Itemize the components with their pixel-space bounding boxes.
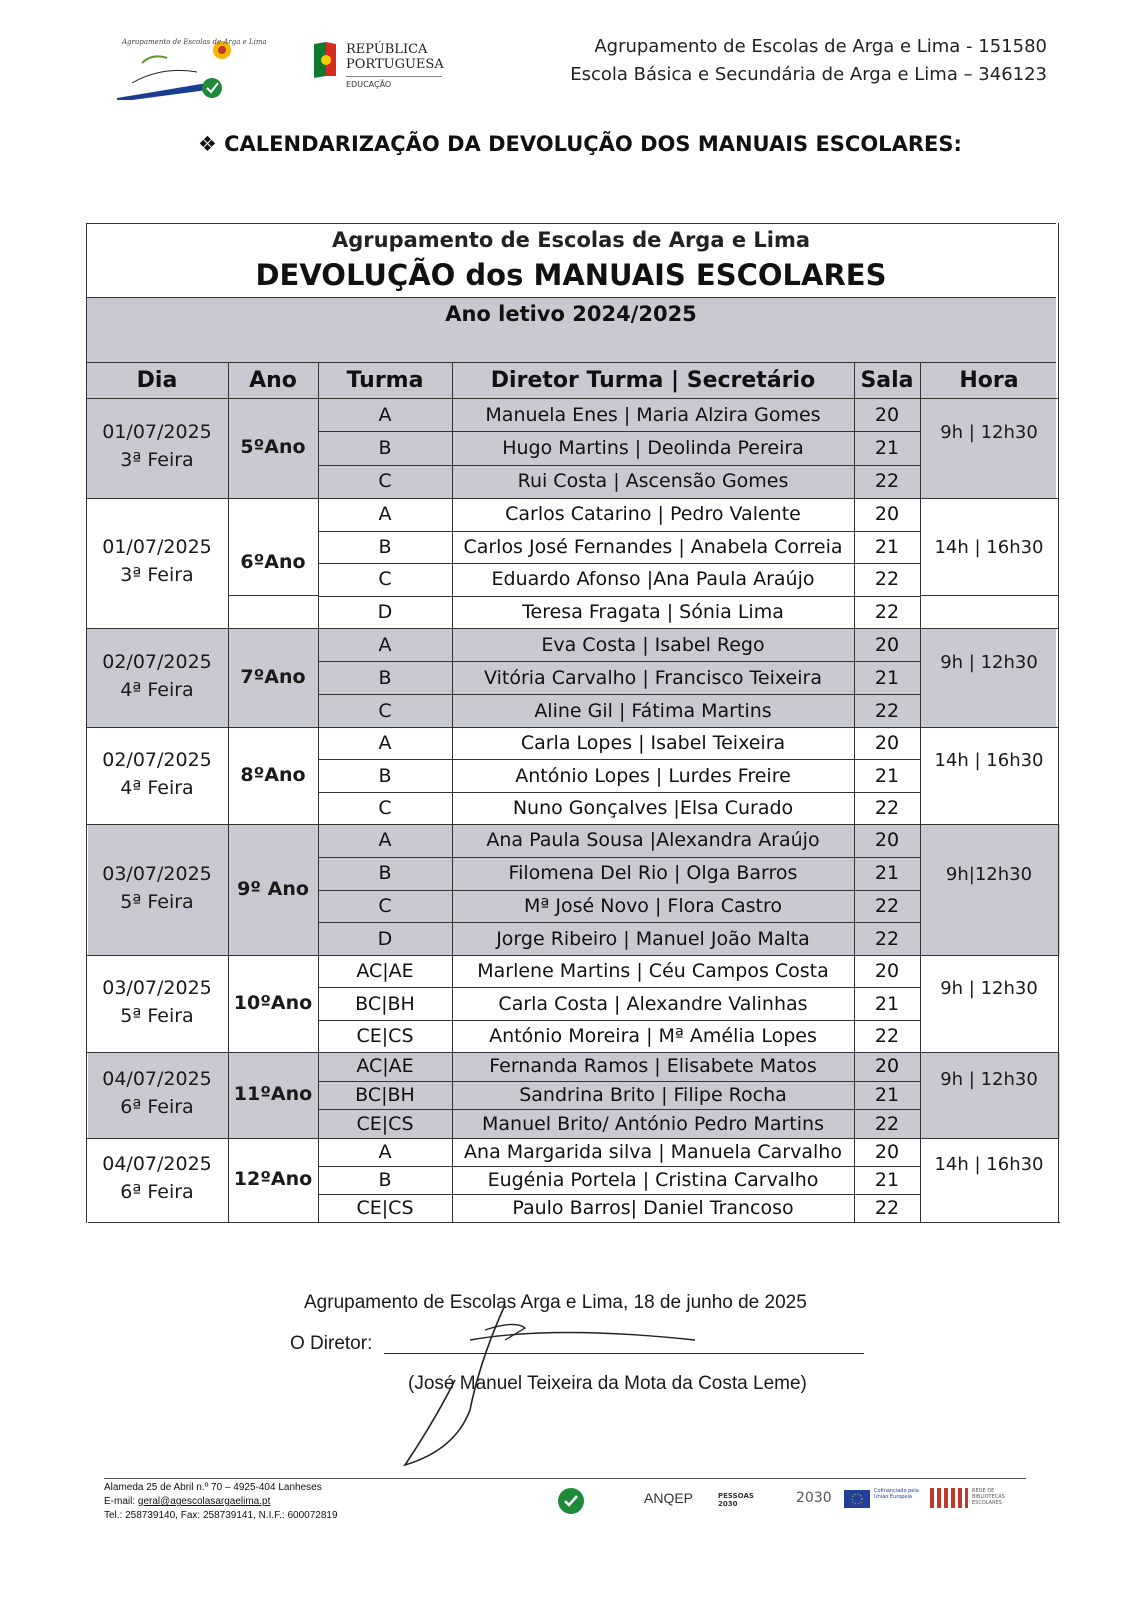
return-time: 9h | 12h30: [940, 651, 1038, 673]
col-header-dia: Dia: [136, 368, 178, 393]
class-turma: D: [377, 927, 393, 950]
class-turma: B: [378, 1169, 392, 1191]
class-room: 22: [874, 699, 900, 722]
column-divider: [920, 362, 921, 1222]
return-time: 14h | 16h30: [934, 749, 1044, 771]
row-divider: [318, 987, 920, 988]
row-divider: [318, 563, 920, 564]
group-divider: [86, 1138, 1058, 1139]
signature-name: (José Manuel Teixeira da Mota da Costa Leme): [408, 1373, 807, 1394]
footer-address: Alameda 25 de Abril n.º 70 – 4925-404 Lanheses: [104, 1482, 322, 1493]
eu-flag-icon: [844, 1490, 870, 1508]
day-date: 03/07/2025: [102, 862, 212, 885]
class-director-secretary: Aline Gil | Fátima Martins: [534, 699, 772, 722]
group-divider: [86, 398, 1058, 399]
class-room: 21: [874, 437, 900, 459]
school-year: 5ºAno: [240, 436, 306, 458]
column-divider: [854, 362, 855, 1222]
day-weekday: 6ª Feira: [120, 1096, 194, 1118]
class-room: 20: [874, 960, 900, 983]
return-time: 9h | 12h30: [940, 422, 1038, 443]
day-weekday: 3ª Feira: [120, 564, 194, 586]
footer-email: [104, 1496, 270, 1507]
class-turma: C: [378, 568, 392, 591]
rbe-mark-icon: [930, 1488, 968, 1508]
return-time: 9h|12h30: [945, 863, 1033, 885]
class-turma: C: [378, 894, 392, 917]
class-turma: CE|CS: [356, 1024, 414, 1047]
class-turma: B: [378, 535, 392, 558]
row-divider: [318, 759, 920, 760]
day-weekday: 4ª Feira: [120, 678, 194, 701]
day-weekday: 3ª Feira: [120, 449, 194, 471]
class-room: 22: [874, 1112, 900, 1135]
section-title: ❖ CALENDARIZAÇÃO DA DEVOLUÇÃO DOS MANUAIS ESCOLARES:: [198, 132, 962, 156]
class-room: 21: [874, 862, 900, 885]
return-time: 9h | 12h30: [940, 977, 1038, 999]
class-director-secretary: Sandrina Brito | Filipe Rocha: [519, 1084, 787, 1106]
class-director-secretary: Eugénia Portela | Cristina Carvalho: [487, 1169, 819, 1191]
row-divider: [318, 694, 920, 695]
class-turma: B: [378, 764, 392, 787]
class-director-secretary: Carla Lopes | Isabel Teixeira: [520, 732, 786, 755]
class-director-secretary: Carlos José Fernandes | Anabela Correia: [463, 535, 843, 558]
header-school-line2: Escola Básica e Secundária de Arga e Lima – 346123: [570, 64, 1047, 85]
class-turma: C: [378, 470, 392, 493]
class-director-secretary: Teresa Fragata | Sónia Lima: [522, 600, 784, 623]
class-director-secretary: Fernanda Ramos | Elisabete Matos: [489, 1055, 817, 1078]
row-divider: [318, 890, 920, 891]
logo-anqep: ANQEP: [644, 1490, 694, 1506]
signature-role: O Diretor:: [290, 1333, 373, 1354]
class-director-secretary: Eduardo Afonso |Ana Paula Araújo: [491, 568, 815, 591]
class-director-secretary: Marlene Martins | Céu Campos Costa: [477, 960, 829, 983]
header-school-line1: Agrupamento de Escolas de Arga e Lima - 151580: [594, 36, 1047, 57]
row-divider: [318, 1081, 920, 1082]
class-room: 22: [874, 894, 900, 917]
class-room: 21: [874, 992, 900, 1015]
day-weekday: 4ª Feira: [120, 776, 194, 799]
eqavet-seal-icon: [556, 1486, 586, 1516]
day-weekday: 5ª Feira: [120, 890, 194, 913]
col-header-hora: Hora: [959, 368, 1019, 393]
group-divider: [86, 955, 1058, 956]
class-room: 22: [874, 568, 900, 591]
group-divider: [86, 824, 1058, 825]
class-turma: A: [378, 1141, 392, 1163]
footer-email-label: E-mail:: [104, 1496, 138, 1507]
group-divider: [86, 727, 1058, 728]
group-divider: [86, 628, 1058, 629]
class-director-secretary: Manuela Enes | Maria Alzira Gomes: [485, 403, 821, 426]
day-date: 04/07/2025: [102, 1068, 212, 1090]
logo-2030: 2030: [796, 1490, 832, 1506]
row-divider: [318, 531, 920, 532]
class-room: 21: [874, 666, 900, 689]
class-director-secretary: Nuno Gonçalves |Elsa Curado: [512, 796, 794, 819]
republica-line1: REPÚBLICA: [346, 42, 428, 57]
column-divider: [452, 362, 453, 1222]
class-room: 22: [874, 600, 900, 623]
class-director-secretary: Ana Margarida silva | Manuela Carvalho: [464, 1141, 842, 1163]
class-turma: B: [378, 437, 392, 459]
class-room: 22: [874, 1197, 900, 1219]
republica-line2: PORTUGUESA: [346, 57, 444, 72]
class-turma: AC|AE: [356, 1055, 414, 1078]
class-turma: A: [378, 633, 392, 656]
day-date: 03/07/2025: [102, 976, 212, 999]
day-date: 02/07/2025: [102, 748, 212, 771]
class-director-secretary: Filomena Del Rio | Olga Barros: [508, 862, 798, 885]
day-weekday: 5ª Feira: [120, 1004, 194, 1027]
class-turma: CE|CS: [356, 1112, 414, 1135]
row-divider: [318, 1166, 920, 1167]
footer-email-link[interactable]: geral@agescolasargaelima.pt: [137, 1496, 271, 1507]
row-divider: [318, 1109, 920, 1110]
class-room: 22: [874, 927, 900, 950]
class-director-secretary: Vitória Carvalho | Francisco Teixeira: [484, 666, 822, 689]
row-divider: [318, 431, 920, 432]
handwritten-signature-icon: [395, 1300, 715, 1480]
class-turma: A: [378, 829, 392, 852]
day-date: 04/07/2025: [102, 1153, 212, 1175]
class-director-secretary: Paulo Barros| Daniel Trancoso: [512, 1197, 794, 1219]
class-room: 20: [874, 403, 900, 426]
group-divider: [86, 1052, 1058, 1053]
row-divider: [228, 595, 318, 596]
class-director-secretary: Hugo Martins | Deolinda Pereira: [502, 437, 804, 459]
class-room: 21: [874, 1084, 900, 1106]
day-date: 02/07/2025: [102, 650, 212, 673]
row-divider: [318, 857, 920, 858]
col-header-sala: Sala: [860, 368, 914, 393]
col-header-turma: Turma: [346, 368, 424, 393]
class-room: 20: [874, 1141, 900, 1163]
class-director-secretary: Eva Costa | Isabel Rego: [541, 633, 765, 656]
class-room: 20: [874, 829, 900, 852]
col-header-diretor: Diretor Turma | Secretário: [490, 368, 816, 393]
class-turma: A: [378, 732, 392, 755]
row-divider: [318, 596, 920, 597]
class-turma: A: [378, 503, 392, 526]
class-director-secretary: Ana Paula Sousa |Alexandra Araújo: [486, 829, 820, 852]
school-year: 7ºAno: [240, 665, 306, 688]
class-room: 22: [874, 796, 900, 819]
row-divider: [318, 465, 920, 466]
school-logo-text: Agrupamento de Escolas de Arga e Lima: [122, 38, 267, 46]
class-room: 20: [874, 633, 900, 656]
class-room: 20: [874, 503, 900, 526]
school-year: 10ºAno: [233, 991, 313, 1014]
class-room: 22: [874, 1024, 900, 1047]
footer-phone: Tel.: 258739140, Fax: 258739141, N.I.F.: 600072819: [104, 1510, 338, 1521]
class-room: 21: [874, 764, 900, 787]
column-divider: [228, 362, 229, 1222]
group-divider: [86, 498, 1058, 499]
class-room: 20: [874, 1055, 900, 1078]
class-director-secretary: Carlos Catarino | Pedro Valente: [505, 503, 801, 526]
logo-rbe: REDE DE BIBLIOTECAS ESCOLARES: [972, 1488, 1005, 1506]
table-year: Ano letivo 2024/2025: [445, 302, 697, 326]
school-year: 12ºAno: [233, 1168, 313, 1190]
row-divider: [318, 1194, 920, 1195]
class-director-secretary: Rui Costa | Ascensão Gomes: [517, 470, 789, 493]
class-director-secretary: António Moreira | Mª Amélia Lopes: [489, 1024, 817, 1047]
school-year: 6ºAno: [240, 551, 306, 573]
footer-divider: [104, 1478, 1026, 1479]
return-time: 14h | 16h30: [934, 1154, 1044, 1175]
class-turma: C: [378, 796, 392, 819]
class-director-secretary: António Lopes | Lurdes Freire: [515, 764, 791, 787]
class-room: 21: [874, 1169, 900, 1191]
class-director-secretary: Carla Costa | Alexandre Valinhas: [498, 992, 808, 1015]
day-date: 01/07/2025: [102, 421, 212, 443]
class-room: 21: [874, 535, 900, 558]
table-frame-top: [86, 223, 1056, 224]
class-turma: C: [378, 699, 392, 722]
column-divider: [318, 362, 319, 1222]
republica-line3: EDUCAÇÃO: [346, 80, 392, 89]
table-org: Agrupamento de Escolas de Arga e Lima: [331, 228, 811, 252]
class-turma: D: [377, 600, 393, 623]
school-year: 8ºAno: [240, 763, 306, 786]
row-divider: [318, 1020, 920, 1021]
row-divider: [318, 922, 920, 923]
signature-place-date: Agrupamento de Escolas Arga e Lima, 18 de junho de 2025: [304, 1292, 807, 1313]
class-turma: CE|CS: [356, 1197, 414, 1219]
school-year: 11ºAno: [233, 1083, 313, 1105]
class-turma: B: [378, 666, 392, 689]
day-date: 01/07/2025: [102, 536, 212, 558]
return-time: 14h | 16h30: [934, 537, 1044, 558]
class-turma: B: [378, 862, 392, 885]
class-turma: AC|AE: [356, 960, 414, 983]
row-divider: [318, 792, 920, 793]
col-header-ano: Ano: [249, 368, 297, 393]
logo-eu: Cofinanciado pela União Europeia: [874, 1488, 919, 1500]
class-turma: A: [378, 403, 392, 426]
class-turma: BC|BH: [355, 1084, 415, 1106]
class-director-secretary: Jorge Ribeiro | Manuel João Malta: [496, 927, 810, 950]
table-title: DEVOLUÇÃO dos MANUAIS ESCOLARES: [255, 258, 887, 292]
class-director-secretary: Mª José Novo | Flora Castro: [523, 894, 783, 917]
class-director-secretary: Manuel Brito/ António Pedro Martins: [482, 1112, 824, 1135]
row-divider: [920, 595, 1058, 596]
day-weekday: 6ª Feira: [120, 1181, 194, 1203]
school-year: 9º Ano: [237, 877, 309, 900]
footer-logos: [556, 1484, 1026, 1518]
logo-pessoas: PESSOAS 2030: [718, 1492, 754, 1508]
class-room: 20: [874, 732, 900, 755]
return-time: 9h | 12h30: [940, 1069, 1038, 1090]
row-divider: [318, 661, 920, 662]
class-turma: BC|BH: [355, 992, 415, 1015]
class-room: 22: [874, 470, 900, 493]
